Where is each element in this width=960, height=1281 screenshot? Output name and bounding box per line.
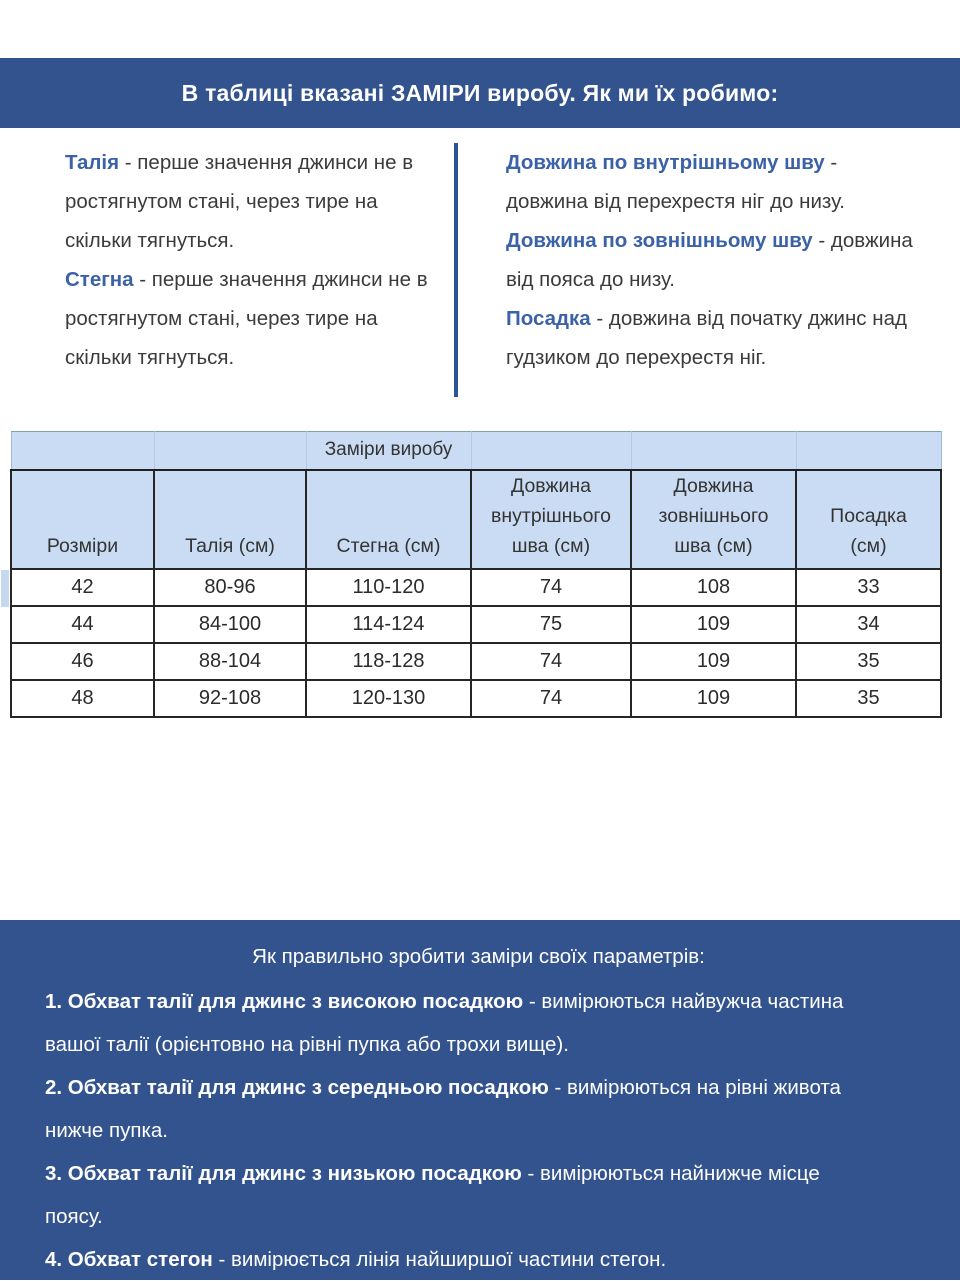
instruction-text: - вимірюється лінія найширшої частини стегон. (212, 1248, 667, 1271)
cell-hips: 114-124 (306, 606, 471, 643)
banner-title: В таблиці вказані ЗАМІРИ виробу. Як ми їх робимо: (181, 79, 779, 106)
cell-rise: 33 (796, 569, 941, 606)
instruction-item-4 (45, 1238, 845, 1281)
cell-waist: 80-96 (154, 569, 306, 606)
column-header-waist: Талія (см) (154, 470, 306, 569)
instruction-item-2 (45, 1066, 845, 1152)
measure-instructions-section (0, 920, 960, 1280)
table-row-size-48 (11, 680, 941, 717)
instruction-item-3 (45, 1152, 845, 1238)
definition-inseam (506, 143, 916, 221)
cell-waist: 88-104 (154, 643, 306, 680)
instruction-lead: 1. Обхват талії для джинс з високою посадкою (45, 990, 524, 1013)
cell-inseam: 74 (471, 643, 631, 680)
instruction-text: - вимірюються на рівні живота нижче пупка. (45, 1076, 841, 1142)
definition-term: Довжина по внутрішньому шву (506, 151, 825, 174)
column-header-hips: Стегна (см) (306, 470, 471, 569)
definition-waist (65, 143, 437, 260)
instruction-item-1 (45, 980, 845, 1066)
definition-term: Талія (65, 151, 120, 174)
definition-text: - довжина від пояса до низу. (506, 229, 913, 291)
definition-term: Довжина по зовнішньому шву (506, 229, 813, 252)
cell-outseam: 108 (631, 569, 796, 606)
table-caption: Заміри виробу (306, 432, 471, 470)
top-banner (0, 58, 960, 128)
caption-cell-empty (631, 432, 796, 470)
row-highlight-marker (1, 570, 9, 607)
caption-cell-empty (11, 432, 154, 470)
cell-waist: 92-108 (154, 680, 306, 717)
instruction-text: - вимірюються найвужча частина вашої талії (орієнтовно на рівні пупка або трохи вище). (45, 990, 844, 1056)
cell-size: 42 (11, 569, 154, 606)
definition-text: - довжина від початку джинс над гудзиком до перехрестя ніг. (506, 307, 907, 369)
cell-rise: 35 (796, 680, 941, 717)
cell-rise: 35 (796, 643, 941, 680)
definition-text: - довжина від перехрестя ніг до низу. (506, 151, 845, 213)
definition-text: - перше значення джинси не в ростягнутом стані, через тире на скільки тягнуться. (65, 151, 414, 252)
definition-text: - перше значення джинси не в ростягнутом стані, через тире на скільки тягнуться. (65, 268, 428, 369)
cell-hips: 118-128 (306, 643, 471, 680)
cell-waist: 84-100 (154, 606, 306, 643)
definition-term: Стегна (65, 268, 134, 291)
definitions-left-column (65, 143, 437, 377)
table-row-size-44 (11, 606, 941, 643)
vertical-divider (454, 143, 458, 397)
definition-outseam (506, 221, 916, 299)
column-header-rise: Посадка (см) (796, 470, 941, 569)
table-row-size-42 (11, 569, 941, 606)
definition-rise (506, 299, 916, 377)
instruction-lead: 3. Обхват талії для джинс з низькою посадкою (45, 1162, 522, 1185)
instruction-lead: 4. Обхват стегон (45, 1248, 213, 1271)
instruction-text: - вимірюються найнижче місце поясу. (45, 1162, 820, 1228)
caption-cell-empty (796, 432, 941, 470)
table-caption-row (11, 432, 941, 470)
cell-inseam: 74 (471, 680, 631, 717)
column-header-outseam: Довжина зовнішнього шва (см) (631, 470, 796, 569)
cell-outseam: 109 (631, 680, 796, 717)
column-header-sizes: Розміри (11, 470, 154, 569)
definition-hips (65, 260, 437, 377)
definitions-right-column (506, 143, 916, 377)
definition-term: Посадка (506, 307, 591, 330)
column-header-inseam: Довжина внутрішнього шва (см) (471, 470, 631, 569)
instruction-lead: 2. Обхват талії для джинс з середньою посадкою (45, 1076, 549, 1099)
caption-cell-empty (471, 432, 631, 470)
cell-size: 44 (11, 606, 154, 643)
cell-inseam: 74 (471, 569, 631, 606)
size-table (10, 431, 942, 718)
definitions-section (65, 143, 916, 397)
cell-inseam: 75 (471, 606, 631, 643)
cell-rise: 34 (796, 606, 941, 643)
size-table-section (10, 431, 940, 718)
caption-cell-empty (154, 432, 306, 470)
cell-hips: 120-130 (306, 680, 471, 717)
cell-size: 46 (11, 643, 154, 680)
instructions-heading: Як правильно зробити заміри своїх параметрів: (252, 945, 705, 968)
cell-outseam: 109 (631, 643, 796, 680)
cell-size: 48 (11, 680, 154, 717)
table-header-row (11, 470, 941, 569)
cell-hips: 110-120 (306, 569, 471, 606)
table-row-size-46 (11, 643, 941, 680)
cell-outseam: 109 (631, 606, 796, 643)
